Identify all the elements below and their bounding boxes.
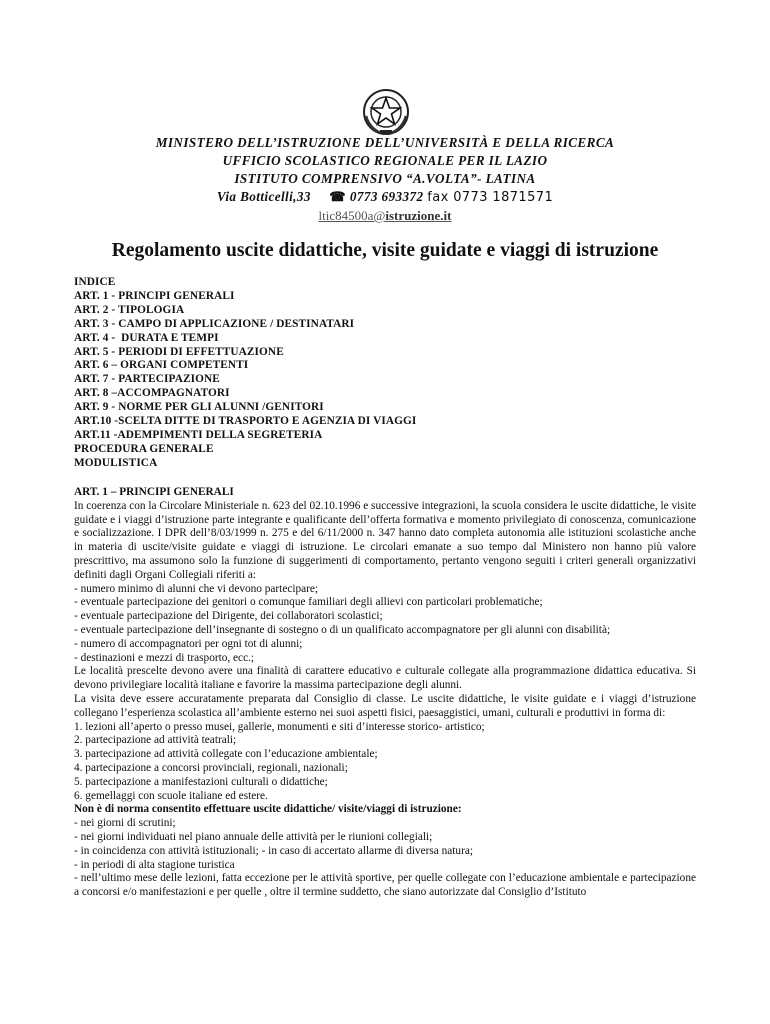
document-title: Regolamento uscite didattiche, visite guidate e viaggi di istruzione [111,240,659,261]
ministry-line: MINISTERO DELL’ISTRUZIONE DELL’UNIVERSITÀ E DELLA RICERCA [155,135,615,150]
fax-number: fax 0773 1871571 [427,190,554,205]
list-item: 4. partecipazione a concorsi provinciali, regionali, nazionali; [74,761,348,774]
letterhead [0,134,770,225]
paragraph: Le località prescelte devono avere una finalità di carattere educativo e culturale collegate alla programmazione didattica educativa. Si devono privilegiare località italiane e favorire la massima partecipazione degli alunni. [74,665,696,692]
index-item: ART. 8 –ACCOMPAGNATORI [74,387,230,400]
index-item: ART. 2 - TIPOLOGIA [74,303,185,316]
index-item: ART. 3 - CAMPO DI APPLICAZIONE / DESTINATARI [74,317,355,330]
list-item: 1. lezioni all’aperto o presso musei, gallerie, monumenti e siti d’interesse storico- artistico; [74,720,485,733]
index-item: MODULISTICA [74,456,158,469]
list-item: 5. partecipazione a manifestazioni culturali o didattiche; [74,775,328,788]
index-item: ART. 1 - PRINCIPI GENERALI [74,289,235,302]
institute-line: ISTITUTO COMPRENSIVO “A.VOLTA”- LATINA [234,171,536,186]
list-item: - in coincidenza con attività istituzionali; - in caso di accertato allarme di diversa natura; [74,844,473,857]
list-item: - nei giorni di scrutini; [74,817,176,830]
article-1 [74,486,696,900]
list-item: - in periodi di alta stagione turistica [74,858,235,871]
index-item: ART. 5 - PERIODI DI EFFETTUAZIONE [74,345,284,358]
index-item: ART.10 -SCELTA DITTE DI TRASPORTO E AGENZIA DI VIAGGI [74,415,417,428]
list-item: - numero minimo di alunni che vi devono partecipare; [74,582,319,595]
index-item: ART. 7 - PARTECIPAZIONE [74,373,220,386]
email-link[interactable] [0,207,770,225]
index-item: ART. 9 - NORME PER GLI ALUNNI /GENITORI [74,401,324,414]
list-item: - nei giorni individuati nel piano annuale delle attività per le riunioni collegiali; [74,830,433,843]
article-heading: ART. 1 – PRINCIPI GENERALI [74,486,234,498]
phone-number: 0773 693372 [349,189,424,204]
subheading: Non è di norma consentito effettuare uscite didattiche/ visite/viaggi di istruzione: [74,803,462,816]
paragraph: - nell’ultimo mese delle lezioni, fatta eccezione per le attività sportive, per quelle collegate con l’educazione ambientale e partecipazione a concorsi e/o manifestazioni e per quelle , oltre il termine suddetto, che siano autorizzate dal Consiglio d’Istituto [74,872,696,899]
intro-paragraph: In coerenza con la Circolare Ministeriale n. 623 del 02.10.1996 e successive integrazioni, la scuola considera le uscite didattiche, le visite guidate e i viaggi d’istruzione parte integrante e qualificante dell’offerta formativa e momento privilegiato di conoscenza, comunicazione e socializzazione. I DPR dell’8/03/1999 n. 275 e del 6/11/2000 n. 347 hanno dato completa autonomia alle istituzioni scolastiche anche in materia di uscite/visite guidate e viaggi di istruzione. Le circolari emanate a suo tempo dal Ministero non hanno più valore prescrittivo, ma assumono solo la funzione di suggerimenti di comportamento, pertanto vengono seguiti i criteri generali organizzativi definiti dagli Organi Collegiali riferiti a: [74,499,696,581]
list-item: - eventuale partecipazione dei genitori o comunque familiari degli allievi con particolari problematiche; [74,596,543,609]
list-item: 2. partecipazione ad attività teatrali; [74,734,237,747]
email-user: ltic84500a@ [318,208,386,223]
list-item: - eventuale partecipazione dell’insegnante di sostegno o di un qualificato accompagnatore per gli alunni con disabilità; [74,623,611,636]
regional-office-line: UFFICIO SCOLASTICO REGIONALE PER IL LAZIO [222,153,548,168]
index-item: PROCEDURA GENERALE [74,442,214,455]
email-domain: istruzione.it [385,208,452,223]
index-item: ART. 4 - DURATA E TEMPI [74,331,219,344]
contact-line [0,188,770,207]
index-item: ART.11 -ADEMPIMENTI DELLA SEGRETERIA [74,428,323,441]
list-item: - destinazioni e mezzi di trasporto, ecc.; [74,651,255,664]
address: Via Botticelli,33 [216,189,311,204]
list-item: 6. gemellaggi con scuole italiane ed estere. [74,789,268,802]
table-of-contents [74,276,714,471]
list-item: - numero di accompagnatori per ogni tot di alunni; [74,637,303,650]
phone-icon: ☎ [329,189,347,204]
paragraph: La visita deve essere accuratamente preparata dal Consiglio di classe. Le uscite didattiche, le visite guidate e i viaggi d’istruzione collegano l’esperienza scolastica all’ambiente esterno nei suoi aspetti fisici, paesaggistici, umani, culturali e produttivi in forma di: [74,692,696,719]
index-item: INDICE [74,276,116,288]
list-item: - eventuale partecipazione del Dirigente, dei collaboratori scolastici; [74,610,383,623]
italian-republic-emblem-icon [360,86,412,138]
index-item: ART. 6 – ORGANI COMPETENTI [74,359,249,372]
list-item: 3. partecipazione ad attività collegate con l’educazione ambientale; [74,748,378,761]
